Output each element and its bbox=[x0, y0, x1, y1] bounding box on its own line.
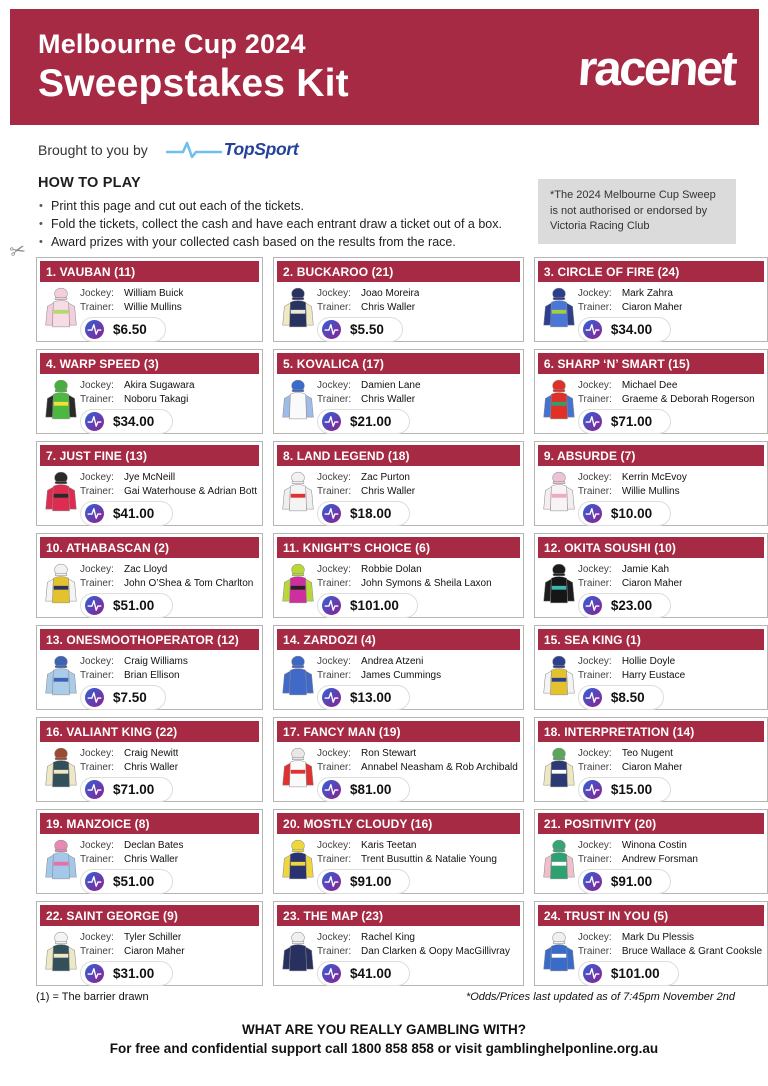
topsport-badge-icon bbox=[85, 688, 104, 707]
price-value: $23.00 bbox=[610, 598, 653, 613]
ticket-header: 2. BUCKAROO (21) bbox=[277, 261, 520, 282]
price-value: $51.00 bbox=[113, 598, 155, 613]
jockey-name: Tyler Schiller bbox=[124, 932, 182, 943]
price-pill bbox=[317, 777, 410, 802]
price-pill bbox=[80, 593, 173, 618]
ticket-header: 16. VALIANT KING (22) bbox=[40, 721, 259, 742]
topsport-logo: TopSport bbox=[223, 139, 299, 159]
how-to-play-step: • Award prizes with your collected cash based on the results from the race. bbox=[38, 233, 518, 251]
ticket-header: 19. MANZOICE (8) bbox=[40, 813, 259, 834]
jockey-name: Kerrin McEvoy bbox=[621, 472, 687, 483]
ticket bbox=[36, 441, 263, 526]
price-pill bbox=[578, 501, 671, 526]
ticket bbox=[534, 901, 768, 986]
price-pill bbox=[317, 409, 410, 434]
trainer-label: Trainer: bbox=[577, 854, 612, 865]
ticket bbox=[36, 901, 263, 986]
jockey-label: Jockey: bbox=[317, 564, 351, 575]
jockey-silk-icon bbox=[42, 837, 80, 896]
ticket bbox=[273, 349, 524, 434]
price-pill bbox=[80, 317, 166, 342]
price-value: $15.00 bbox=[610, 782, 653, 797]
jockey-name: Karis Teetan bbox=[361, 840, 417, 851]
price-value: $71.00 bbox=[610, 414, 653, 429]
topsport-badge-icon bbox=[583, 412, 602, 431]
trainer-label: Trainer: bbox=[80, 578, 115, 589]
jockey-label: Jockey: bbox=[577, 472, 612, 483]
jockey-label: Jockey: bbox=[577, 564, 612, 575]
trainer-name: Gai Waterhouse & Adrian Bott bbox=[124, 486, 258, 497]
ticket-header: 4. WARP SPEED (3) bbox=[40, 353, 259, 374]
trainer-name: Bruce Wallace & Grant Cooksle bbox=[621, 946, 763, 957]
trainer-label: Trainer: bbox=[577, 578, 612, 589]
jockey-name: Craig Williams bbox=[124, 656, 188, 667]
trainer-label: Trainer: bbox=[317, 762, 352, 773]
price-value: $8.50 bbox=[610, 690, 645, 705]
trainer-name: Chris Waller bbox=[361, 302, 416, 313]
jockey-name: Rachel King bbox=[361, 932, 415, 943]
page-title-line2: Sweepstakes Kit bbox=[38, 62, 349, 105]
topsport-badge-icon bbox=[583, 320, 602, 339]
jockey-label: Jockey: bbox=[317, 472, 351, 483]
trainer-label: Trainer: bbox=[80, 302, 115, 313]
jockey-silk-icon bbox=[42, 561, 80, 620]
jockey-silk-icon bbox=[42, 285, 80, 344]
jockey-silk-icon bbox=[540, 561, 578, 620]
jockey-label: Jockey: bbox=[80, 656, 114, 667]
jockey-label: Jockey: bbox=[80, 932, 114, 943]
trainer-label: Trainer: bbox=[317, 394, 352, 405]
jockey-name: Akira Sugawara bbox=[124, 380, 195, 391]
jockey-label: Jockey: bbox=[80, 840, 114, 851]
jockey-label: Jockey: bbox=[317, 748, 351, 759]
trainer-name: James Cummings bbox=[361, 670, 442, 681]
jockey-silk-icon bbox=[279, 561, 317, 620]
price-pill bbox=[80, 961, 173, 986]
trainer-label: Trainer: bbox=[317, 854, 352, 865]
trainer-label: Trainer: bbox=[577, 670, 612, 681]
price-pill bbox=[317, 317, 403, 342]
price-pill bbox=[80, 685, 166, 710]
jockey-silk-icon bbox=[279, 377, 317, 436]
jockey-silk-icon bbox=[42, 929, 80, 988]
topsport-badge-icon bbox=[322, 964, 341, 983]
jockey-label: Jockey: bbox=[577, 932, 612, 943]
jockey-silk-icon bbox=[279, 469, 317, 528]
ticket bbox=[273, 625, 524, 710]
how-to-play-step: • Print this page and cut out each of the tickets. bbox=[38, 197, 518, 215]
topsport-badge-icon bbox=[583, 596, 602, 615]
price-pill bbox=[317, 869, 410, 894]
price-value: $31.00 bbox=[113, 966, 155, 981]
trainer-label: Trainer: bbox=[317, 302, 352, 313]
jockey-name: Michael Dee bbox=[621, 380, 678, 391]
trainer-name: Noboru Takagi bbox=[124, 394, 189, 405]
trainer-name: Graeme & Deborah Rogerson bbox=[621, 394, 755, 405]
price-value: $101.00 bbox=[610, 966, 660, 981]
trainer-label: Trainer: bbox=[317, 946, 352, 957]
price-value: $18.00 bbox=[350, 506, 392, 521]
jockey-silk-icon bbox=[540, 653, 578, 712]
trainer-label: Trainer: bbox=[577, 486, 612, 497]
topsport-badge-icon bbox=[583, 872, 602, 891]
ticket-header: 17. FANCY MAN (19) bbox=[277, 721, 520, 742]
ticket bbox=[36, 349, 263, 434]
jockey-silk-icon bbox=[540, 377, 578, 436]
ticket-header: 3. CIRCLE OF FIRE (24) bbox=[538, 261, 764, 282]
gambling-support-line: For free and confidential support call 1800 858 858 or visit gamblinghelponline.org.au bbox=[109, 1041, 659, 1056]
jockey-name: William Buick bbox=[124, 288, 184, 299]
topsport-badge-icon bbox=[85, 780, 104, 799]
jockey-label: Jockey: bbox=[80, 748, 114, 759]
trainer-label: Trainer: bbox=[577, 762, 612, 773]
topsport-badge-icon bbox=[322, 780, 341, 799]
ticket bbox=[36, 717, 263, 802]
price-pill bbox=[317, 961, 410, 986]
jockey-name: Robbie Dolan bbox=[361, 564, 422, 575]
how-to-play-list bbox=[38, 197, 518, 251]
trainer-name: Chris Waller bbox=[361, 394, 416, 405]
ticket bbox=[534, 257, 768, 342]
price-value: $41.00 bbox=[113, 506, 155, 521]
ticket bbox=[534, 809, 768, 894]
price-pill bbox=[578, 593, 671, 618]
ticket-header: 22. SAINT GEORGE (9) bbox=[40, 905, 259, 926]
ticket-header: 18. INTERPRETATION (14) bbox=[538, 721, 764, 742]
jockey-name: Winona Costin bbox=[621, 840, 687, 851]
how-to-play-section bbox=[38, 175, 518, 251]
jockey-silk-icon bbox=[279, 285, 317, 344]
trainer-label: Trainer: bbox=[577, 302, 612, 313]
price-value: $41.00 bbox=[350, 966, 392, 981]
jockey-label: Jockey: bbox=[317, 380, 351, 391]
ticket-header: 13. ONESMOOTHOPERATOR (12) bbox=[40, 629, 259, 650]
trainer-label: Trainer: bbox=[80, 762, 115, 773]
trainer-label: Trainer: bbox=[80, 946, 115, 957]
trainer-name: Chris Waller bbox=[124, 854, 179, 865]
topsport-badge-icon bbox=[85, 964, 104, 983]
price-pill bbox=[578, 777, 671, 802]
topsport-badge-icon bbox=[583, 688, 602, 707]
jockey-silk-icon bbox=[540, 929, 578, 988]
jockey-name: Hollie Doyle bbox=[621, 656, 676, 667]
jockey-name: Ron Stewart bbox=[361, 748, 417, 759]
jockey-label: Jockey: bbox=[317, 932, 351, 943]
sponsor-prefix: Brought to you by bbox=[38, 141, 148, 158]
price-value: $34.00 bbox=[610, 322, 653, 337]
price-value: $13.00 bbox=[350, 690, 392, 705]
trainer-name: John O’Shea & Tom Charlton bbox=[124, 578, 254, 589]
price-pill bbox=[80, 501, 173, 526]
jockey-silk-icon bbox=[42, 377, 80, 436]
ticket bbox=[273, 809, 524, 894]
ticket bbox=[36, 533, 263, 618]
trainer-label: Trainer: bbox=[80, 394, 115, 405]
ticket-header: 1. VAUBAN (11) bbox=[40, 261, 259, 282]
header-banner bbox=[10, 9, 759, 125]
price-pill bbox=[80, 777, 173, 802]
jockey-silk-icon bbox=[279, 837, 317, 896]
price-value: $101.00 bbox=[350, 598, 399, 613]
price-value: $91.00 bbox=[610, 874, 653, 889]
jockey-name: Jamie Kah bbox=[621, 564, 670, 575]
ticket-header: 15. SEA KING (1) bbox=[538, 629, 764, 650]
topsport-badge-icon bbox=[85, 872, 104, 891]
racenet-logo: racenet bbox=[576, 42, 737, 96]
how-to-play-title: HOW TO PLAY bbox=[38, 175, 141, 191]
jockey-silk-icon bbox=[279, 929, 317, 988]
trainer-name: Ciaron Maher bbox=[621, 762, 683, 773]
vrc-disclaimer-box: *The 2024 Melbourne Cup Sweep is not authorised or endorsed by Victoria Racing Club bbox=[538, 179, 736, 244]
topsport-badge-icon bbox=[85, 320, 104, 339]
ticket-header: 12. OKITA SOUSHI (10) bbox=[538, 537, 764, 558]
jockey-name: Andrea Atzeni bbox=[361, 656, 424, 667]
ticket-header: 11. KNIGHT’S CHOICE (6) bbox=[277, 537, 520, 558]
jockey-label: Jockey: bbox=[317, 288, 351, 299]
jockey-label: Jockey: bbox=[317, 840, 351, 851]
ticket-header: 24. TRUST IN YOU (5) bbox=[538, 905, 764, 926]
price-value: $7.50 bbox=[113, 690, 147, 705]
trainer-name: Annabel Neasham & Rob Archibald bbox=[361, 762, 518, 773]
price-value: $34.00 bbox=[113, 414, 155, 429]
jockey-name: Teo Nugent bbox=[621, 748, 673, 759]
barrier-note: (1) = The barrier drawn bbox=[36, 991, 149, 1003]
jockey-name: Craig Newitt bbox=[124, 748, 179, 759]
price-pill bbox=[578, 961, 679, 986]
price-value: $6.50 bbox=[113, 322, 147, 337]
ticket-header: 10. ATHABASCAN (2) bbox=[40, 537, 259, 558]
price-pill bbox=[317, 685, 410, 710]
trainer-name: Ciaron Maher bbox=[621, 578, 683, 589]
topsport-badge-icon bbox=[322, 596, 341, 615]
ticket bbox=[534, 717, 768, 802]
ticket bbox=[273, 441, 524, 526]
jockey-label: Jockey: bbox=[577, 380, 612, 391]
ticket-header: 21. POSITIVITY (20) bbox=[538, 813, 764, 834]
ticket bbox=[534, 349, 768, 434]
jockey-silk-icon bbox=[42, 469, 80, 528]
ticket-header: 5. KOVALICA (17) bbox=[277, 353, 520, 374]
topsport-badge-icon bbox=[85, 596, 104, 615]
jockey-label: Jockey: bbox=[80, 472, 114, 483]
ticket bbox=[273, 717, 524, 802]
ticket-header: 7. JUST FINE (13) bbox=[40, 445, 259, 466]
price-value: $51.00 bbox=[113, 874, 155, 889]
topsport-badge-icon bbox=[85, 412, 104, 431]
jockey-label: Jockey: bbox=[80, 380, 114, 391]
sponsor-row bbox=[38, 139, 298, 160]
ticket bbox=[534, 625, 768, 710]
jockey-label: Jockey: bbox=[577, 748, 612, 759]
price-pill bbox=[578, 317, 671, 342]
topsport-badge-icon bbox=[322, 412, 341, 431]
trainer-label: Trainer: bbox=[317, 578, 352, 589]
jockey-silk-icon bbox=[540, 745, 578, 804]
how-to-play-step: • Fold the tickets, collect the cash and have each entrant draw a ticket out of a box. bbox=[38, 215, 518, 233]
jockey-name: Declan Bates bbox=[124, 840, 184, 851]
jockey-silk-icon bbox=[540, 285, 578, 344]
ticket bbox=[534, 441, 768, 526]
jockey-name: Zac Lloyd bbox=[124, 564, 168, 575]
ticket bbox=[36, 625, 263, 710]
price-pill bbox=[80, 869, 173, 894]
trainer-name: Willie Mullins bbox=[124, 302, 182, 313]
trainer-label: Trainer: bbox=[317, 670, 352, 681]
trainer-name: Harry Eustace bbox=[621, 670, 686, 681]
trainer-label: Trainer: bbox=[577, 394, 612, 405]
trainer-label: Trainer: bbox=[80, 670, 115, 681]
topsport-pulse-icon bbox=[166, 140, 222, 160]
topsport-badge-icon bbox=[322, 320, 341, 339]
jockey-name: Mark Du Plessis bbox=[621, 932, 695, 943]
jockey-silk-icon bbox=[42, 653, 80, 712]
ticket-header: 9. ABSURDE (7) bbox=[538, 445, 764, 466]
price-pill bbox=[578, 409, 671, 434]
page-title-line1: Melbourne Cup 2024 bbox=[38, 29, 306, 59]
trainer-label: Trainer: bbox=[80, 486, 115, 497]
topsport-badge-icon bbox=[583, 780, 602, 799]
trainer-name: Trent Busuttin & Natalie Young bbox=[361, 854, 497, 865]
price-pill bbox=[80, 409, 173, 434]
jockey-name: Jye McNeill bbox=[124, 472, 176, 483]
ticket-header: 14. ZARDOZI (4) bbox=[277, 629, 520, 650]
jockey-label: Jockey: bbox=[577, 656, 612, 667]
trainer-name: Brian Ellison bbox=[124, 670, 180, 681]
ticket bbox=[273, 901, 524, 986]
jockey-label: Jockey: bbox=[80, 564, 114, 575]
trainer-label: Trainer: bbox=[577, 946, 612, 957]
topsport-badge-icon bbox=[583, 964, 602, 983]
jockey-silk-icon bbox=[279, 745, 317, 804]
jockey-silk-icon bbox=[540, 469, 578, 528]
ticket-header: 6. SHARP ‘N’ SMART (15) bbox=[538, 353, 764, 374]
scissors-icon: ✂ bbox=[7, 239, 29, 264]
jockey-silk-icon bbox=[540, 837, 578, 896]
ticket bbox=[534, 533, 768, 618]
jockey-label: Jockey: bbox=[577, 840, 612, 851]
price-value: $10.00 bbox=[610, 506, 653, 521]
price-value: $81.00 bbox=[350, 782, 392, 797]
price-value: $5.50 bbox=[350, 322, 384, 337]
trainer-name: Ciaron Maher bbox=[124, 946, 185, 957]
trainer-name: Willie Mullins bbox=[621, 486, 680, 497]
topsport-badge-icon bbox=[322, 872, 341, 891]
ticket-header: 23. THE MAP (23) bbox=[277, 905, 520, 926]
topsport-badge-icon bbox=[583, 504, 602, 523]
topsport-badge-icon bbox=[85, 504, 104, 523]
ticket-header: 8. LAND LEGEND (18) bbox=[277, 445, 520, 466]
jockey-name: Mark Zahra bbox=[621, 288, 673, 299]
trainer-name: Andrew Forsman bbox=[621, 854, 698, 865]
odds-note: *Odds/Prices last updated as of 7:45pm November 2nd bbox=[465, 991, 735, 1003]
jockey-name: Zac Purton bbox=[361, 472, 410, 483]
ticket bbox=[273, 257, 524, 342]
jockey-name: Joao Moreira bbox=[361, 288, 420, 299]
jockey-name: Damien Lane bbox=[361, 380, 421, 391]
jockey-label: Jockey: bbox=[317, 656, 351, 667]
trainer-name: John Symons & Sheila Laxon bbox=[361, 578, 492, 589]
price-value: $91.00 bbox=[350, 874, 392, 889]
price-value: $71.00 bbox=[113, 782, 155, 797]
jockey-silk-icon bbox=[279, 653, 317, 712]
price-pill bbox=[317, 501, 410, 526]
price-value: $21.00 bbox=[350, 414, 392, 429]
trainer-label: Trainer: bbox=[80, 854, 115, 865]
jockey-silk-icon bbox=[42, 745, 80, 804]
trainer-name: Chris Waller bbox=[361, 486, 416, 497]
trainer-label: Trainer: bbox=[317, 486, 352, 497]
jockey-label: Jockey: bbox=[80, 288, 114, 299]
ticket-header: 20. MOSTLY CLOUDY (16) bbox=[277, 813, 520, 834]
jockey-label: Jockey: bbox=[577, 288, 612, 299]
ticket bbox=[273, 533, 524, 618]
price-pill bbox=[317, 593, 418, 618]
trainer-name: Chris Waller bbox=[124, 762, 179, 773]
tickets-grid bbox=[36, 257, 763, 986]
gambling-warning-title: WHAT ARE YOU REALLY GAMBLING WITH? bbox=[242, 1022, 526, 1037]
price-pill bbox=[578, 685, 664, 710]
topsport-badge-icon bbox=[322, 504, 341, 523]
topsport-badge-icon bbox=[322, 688, 341, 707]
trainer-name: Dan Clarken & Oopy MacGillivray bbox=[361, 946, 510, 957]
ticket bbox=[36, 809, 263, 894]
ticket bbox=[36, 257, 263, 342]
price-pill bbox=[578, 869, 671, 894]
trainer-name: Ciaron Maher bbox=[621, 302, 683, 313]
